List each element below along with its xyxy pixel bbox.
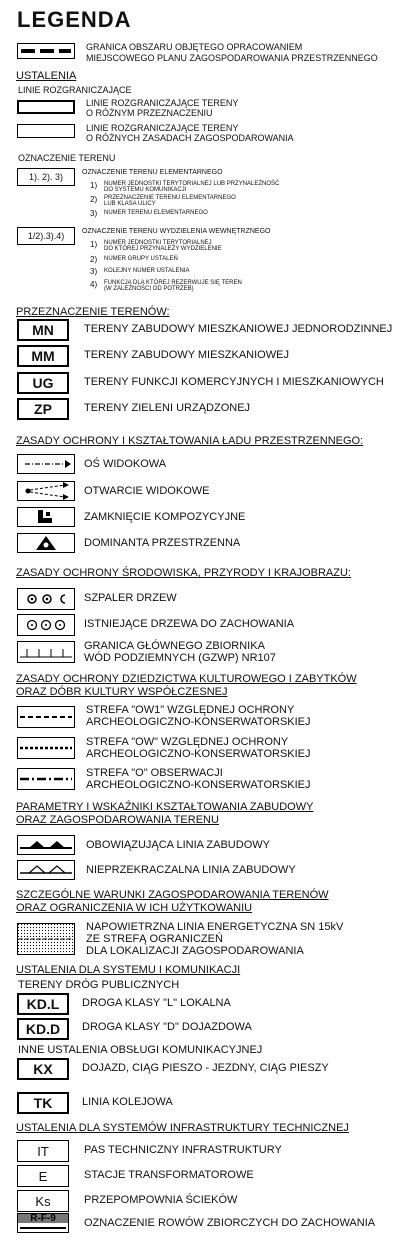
view-axis-icon: [17, 454, 75, 474]
infra-label-e: STACJE TRANSFORMATOROWE: [84, 1169, 254, 1181]
existing-trees-icon: [17, 614, 75, 636]
road-label-kdl: DROGA KLASY "L" LOKALNA: [82, 997, 231, 1009]
zabytki-label-o-1: STREFA "O" OBSERWACJI: [86, 767, 223, 779]
tree-row-icon: [17, 588, 75, 610]
road-code-kx: KX: [17, 1058, 69, 1080]
zabytki-label-ow-2: ARCHEOLOGICZNO-KONSERWATORSKIEJ: [86, 748, 311, 760]
zone-o-symbol: [17, 768, 75, 790]
lad-label-zamkniecie: ZAMKNIĘCIE KOMPOZYCYJNE: [84, 511, 246, 523]
zabytki-label-ow1-2: ARCHEOLOGICZNO-KONSERWATORSKIEJ: [86, 716, 311, 728]
zone-code-mm: MM: [17, 345, 69, 367]
gzwp-boundary-icon: [17, 641, 75, 663]
section-heading-przeznaczenie: PRZEZNACZENIE TERENÓW:: [16, 306, 170, 318]
view-opening-icon: [17, 481, 75, 501]
zone-label-mn: TERENY ZABUDOWY MIESZKANIOWEJ JEDNORODZINNEJ: [84, 323, 393, 335]
line1-label-1: LINIE ROZGRANICZAJĄCE TERENY: [86, 98, 239, 108]
line2-label-2: O RÓŻNYCH ZASADACH ZAGOSPODAROWANIA: [86, 133, 294, 143]
zone-code-zp: ZP: [17, 398, 69, 420]
oznaczenie-heading: OZNACZENIE TERENU: [18, 153, 116, 163]
power-line-zone-symbol: [17, 923, 75, 955]
ditch-line: [20, 1227, 66, 1229]
wydz-item-num: 3): [90, 267, 98, 276]
section-heading-srodowisko: ZASADY OCHRONY ŚRODOWISKA, PRZYRODY I KRAJOBRAZU:: [16, 567, 351, 579]
mandatory-building-line-symbol: [17, 835, 75, 855]
legend-title: LEGENDA: [17, 7, 132, 32]
infra-code-e: E: [17, 1165, 69, 1187]
lad-label-os: OŚ WIDOKOWA: [84, 458, 167, 470]
section-heading-lad: ZASADY OCHRONY I KSZTAŁTOWANIA ŁADU PRZESTRZENNEGO:: [16, 435, 364, 447]
zone-label-ug: TERENY FUNKCJI KOMERCYJNYCH I MIESZKANIOWYCH: [84, 376, 384, 388]
drogi-heading: TERENY DRÓG PUBLICZNYCH: [18, 979, 180, 991]
warunki-label-2: ZE STREFĄ OGRANICZEŃ: [86, 933, 223, 945]
wydz-item-text: NUMER GRUPY USTALEŃ: [104, 256, 178, 262]
max-building-line-symbol: [17, 860, 75, 880]
wydz-item-text: NUMER JEDNOSTKI TERYTORIALNEJ: [104, 240, 212, 246]
env-label-gzwp-2: WÓD PODZIEMNYCH (GZWP) NR107: [84, 652, 276, 664]
zone-label-zp: TERENY ZIELENI URZĄDZONEJ: [84, 402, 251, 414]
zabytki-label-ow-1: STREFA "OW" WZGLĘDNEJ OCHRONY: [86, 736, 289, 748]
zone-ow-symbol: [17, 737, 75, 759]
road-code-kdd: KD.D: [17, 1018, 69, 1040]
plan-boundary-label-1: GRANICA OBSZARU OBJĘTEGO OPRACOWANIEM: [86, 42, 303, 52]
line-symbol-zasady: [17, 124, 75, 138]
param-label-obowiazujaca: OBOWIĄZUJĄCA LINIA ZABUDOWY: [86, 839, 270, 851]
plan-boundary-label-2: MIEJSCOWEGO PLANU ZAGOSPODAROWANIA PRZESTRZENNEGO: [86, 53, 378, 63]
warunki-label-1: NAPOWIETRZNA LINIA ENERGETYCZNA SN 15kV: [86, 921, 344, 933]
zone-label-mm: TERENY ZABUDOWY MIESZKANIOWEJ: [84, 349, 289, 361]
elem-item-num: 1): [90, 181, 98, 190]
env-label-szpaler: SZPALER DRZEW: [84, 592, 177, 604]
elem-item-text: PRZEZNACZENIE TERENU ELEMENTARNEGO: [104, 195, 236, 201]
elem-label: 1). 2). 3): [28, 172, 63, 182]
zabytki-label-o-2: ARCHEOLOGICZNO-KONSERWATORSKIEJ: [86, 779, 311, 791]
zone-code-mn: MN: [17, 319, 69, 341]
wydz-item-num: 2): [90, 255, 98, 264]
elem-heading: OZNACZENIE TERENU ELEMENTARNEGO: [82, 169, 223, 176]
section-heading-ustalenia: USTALENIA: [16, 70, 77, 82]
line2-label-1: LINIE ROZGRANICZAJĄCE TERENY: [86, 123, 239, 133]
section-heading-zabytki-2: ORAZ DÓBR KULTURY WSPÓŁCZESNEJ: [16, 686, 228, 698]
elem-label-box: [17, 168, 75, 186]
env-label-gzwp-1: GRANICA GŁÓWNEGO ZBIORNIKA: [84, 640, 265, 652]
zone-code-ug: UG: [17, 372, 69, 394]
inne-heading: INNE USTALENIA OBSŁUGI KOMUNIKACYJNEJ: [18, 1044, 263, 1056]
road-code-kdl: KD.L: [17, 993, 69, 1015]
line-symbol-przeznaczenie: [17, 100, 75, 114]
zone-ow1-symbol: [17, 706, 75, 728]
wydz-label: 1/2).3).4): [27, 231, 65, 241]
ditch-code: R-F-9: [30, 1213, 56, 1224]
dominant-icon: [17, 533, 75, 553]
wydz-item-text: (W ZALEŻNOŚCI OD POTRZEB): [104, 286, 194, 292]
section-heading-komunikacja: USTALENIA DLA SYSTEMU I KOMUNIKACJI: [16, 964, 241, 976]
wydz-item-num: 1): [90, 240, 98, 249]
road-label-kx: DOJAZD, CIĄG PIESZO - JEZDNY, CIĄG PIESZY: [82, 1062, 329, 1074]
lad-label-dominanta: DOMINANTA PRZESTRZENNA: [84, 537, 241, 549]
elem-item-text: LUB KLASA ULICY: [104, 201, 156, 207]
infra-code-ks: Ks: [17, 1190, 69, 1212]
elem-item-text: NUMER TERENU ELEMENTARNEGO: [104, 210, 208, 216]
env-label-drzewa: ISTNIEJĄCE DRZEWA DO ZACHOWANIA: [84, 618, 295, 630]
ditch-code-symbol: [17, 1213, 69, 1233]
line1-label-2: O RÓŻNYM PRZEZNACZENIU: [86, 108, 213, 118]
linie-heading: LINIE ROZGRANICZAJĄCE: [18, 85, 132, 95]
warunki-label-3: DLA LOKALIZACJI ZAGOSPODAROWANIA: [86, 945, 304, 957]
elem-item-num: 3): [90, 209, 98, 218]
lad-label-otwarcie: OTWARCIE WIDOKOWE: [84, 485, 210, 497]
wydz-heading: OZNACZENIE TERENU WYDZIELENIA WEWNĘTRZNEGO: [82, 228, 271, 235]
section-heading-parametry-2: ORAZ ZAGOSPODAROWANIA TERENU: [16, 814, 219, 826]
infra-label-ks: PRZEPOMPOWNIA ŚCIEKÓW: [84, 1194, 238, 1206]
plan-boundary-symbol: [17, 43, 75, 59]
section-heading-parametry-1: PARAMETRY I WSKAŹNIKI KSZTAŁTOWANIA ZABUDOWY: [16, 801, 314, 813]
road-code-tk: TK: [17, 1092, 69, 1114]
infra-label-rowy: OZNACZENIE ROWÓW ZBIORCZYCH DO ZACHOWANIA: [84, 1217, 376, 1229]
section-heading-warunki-1: SZCZEGÓLNE WARUNKI ZAGOSPODAROWANIA TERENÓW: [16, 889, 329, 901]
wydz-label-box: [17, 227, 75, 245]
elem-item-text: NUMER JEDNOSTKI TERYTORIALNEJ LUB PRZYNALEŻNOŚĆ: [104, 181, 280, 187]
infra-label-it: PAS TECHNICZNY INFRASTRUKTURY: [84, 1144, 282, 1156]
section-heading-infrastruktura: USTALENIA DLA SYSTEMÓW INFRASTRUKTURY TECHNICZNEJ: [16, 1122, 349, 1134]
elem-item-text: DO SYSTEMU KOMUNIKACJI: [104, 187, 187, 193]
wydz-item-text: KOLEJNY NUMER USTALENIA: [104, 268, 190, 274]
composition-closure-icon: [17, 507, 75, 527]
road-label-tk: LINIA KOLEJOWA: [82, 1096, 173, 1108]
road-label-kdd: DROGA KLASY "D" DOJAZDOWA: [82, 1021, 252, 1033]
wydz-item-text: DO KTÓREJ PRZYNALEŻY WYDZIELENIE: [104, 246, 222, 252]
wydz-item-text: FUNKCJA DLA KTÓREJ REZERWUJE SIĘ TEREN: [104, 280, 242, 286]
section-heading-warunki-2: ORAZ OGRANICZENIA W ICH UŻYTKOWANIU: [16, 902, 253, 914]
infra-code-it: IT: [17, 1140, 69, 1162]
wydz-item-num: 4): [90, 280, 98, 289]
elem-item-num: 2): [90, 195, 98, 204]
param-label-nieprzekraczalna: NIEPRZEKRACZALNA LINIA ZABUDOWY: [86, 864, 296, 876]
section-heading-zabytki-1: ZASADY OCHRONY DZIEDZICTWA KULTUROWEGO I ZABYTKÓW: [16, 673, 357, 685]
zabytki-label-ow1-1: STREFA "OW1" WZGLĘDNEJ OCHRONY: [86, 704, 295, 716]
